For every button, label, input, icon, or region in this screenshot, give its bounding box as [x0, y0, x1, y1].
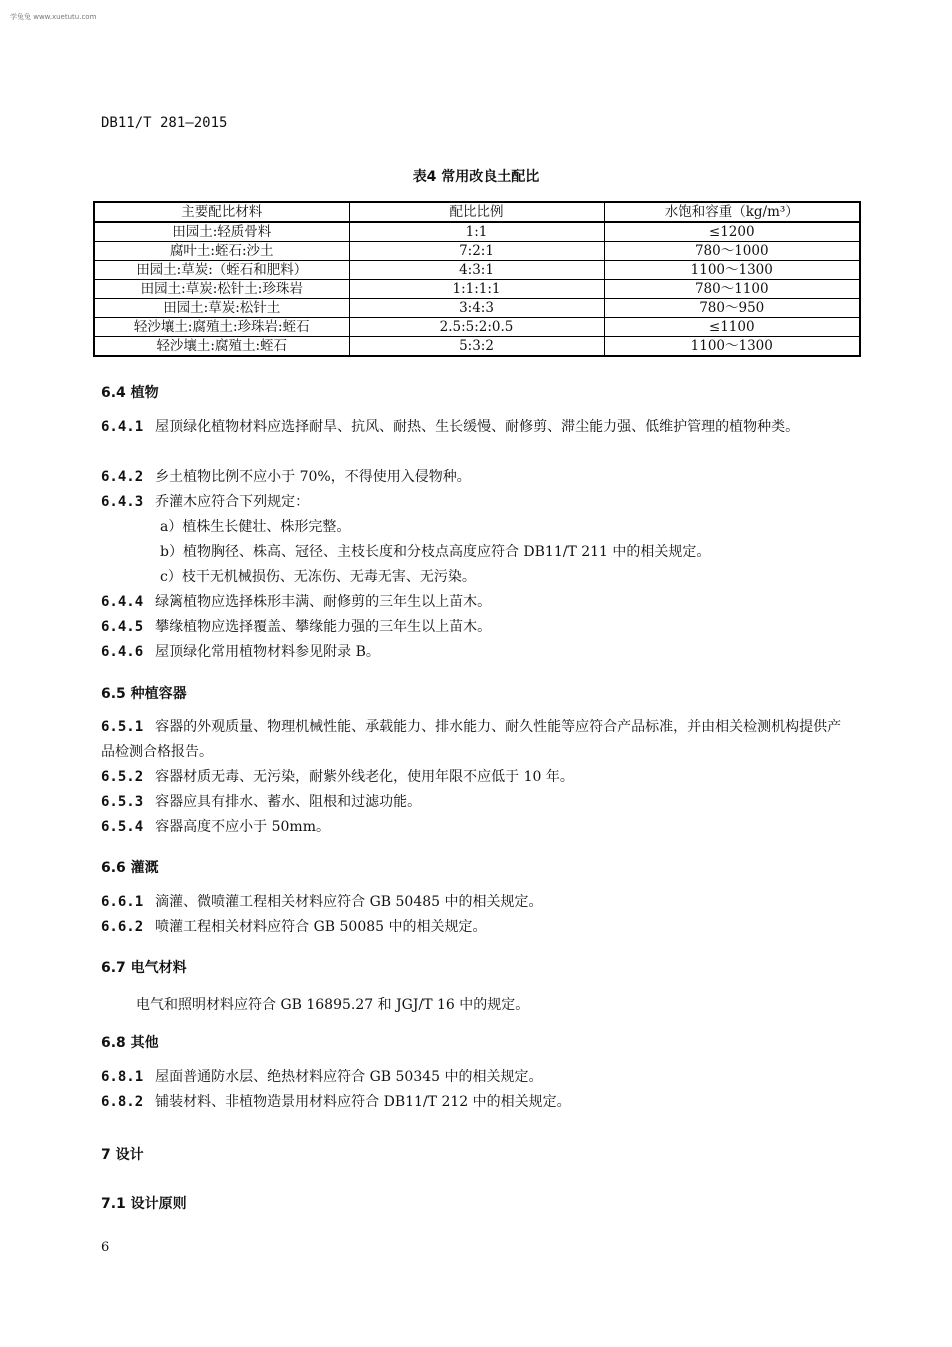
table-cell: 田园土:草炭:（蛭石和肥料） [94, 261, 349, 280]
clause-6-7-text: 电气和照明材料应符合 GB 16895.27 和 JGJ/T 16 中的规定。 [136, 997, 530, 1013]
clause-6-8-2 [101, 1090, 853, 1115]
table-cell: 腐叶土:蛭石:沙土 [94, 242, 349, 261]
clause-6-4-6 [101, 640, 853, 665]
clause-6-4-2 [101, 465, 853, 490]
clause-6-4-4 [101, 590, 853, 615]
header-cell: 主要配比材料 [94, 202, 349, 222]
clause-number: 6.5.3 [101, 794, 144, 810]
clause-number: 6.5.2 [101, 769, 144, 785]
clause-text: 容器材质无毒、无污染，耐紫外线老化，使用年限不应低于 10 年。 [155, 769, 574, 785]
table-row [94, 299, 860, 318]
clause-6-5-4 [101, 815, 853, 840]
table-cell: ≤1200 [604, 222, 860, 242]
table-cell: 1:1 [349, 222, 604, 242]
clause-number: 6.5.1 [101, 719, 144, 735]
page-number: 6 [101, 1240, 110, 1255]
section-heading-6-7: 6.7 电气材料 [101, 960, 187, 976]
clause-number: 6.4.1 [101, 419, 144, 435]
table-row [94, 222, 860, 242]
clause-number: 6.8.1 [101, 1069, 144, 1085]
clause-number: 6.4.2 [101, 469, 144, 485]
list-item-b: b）植物胸径、株高、冠径、主枝长度和分枝点高度应符合 DB11/T 211 中的相关规定。 [160, 544, 711, 560]
table-row [94, 337, 860, 357]
table-cell: 田园土:轻质骨料 [94, 222, 349, 242]
clause-text: 屋顶绿化植物材料应选择耐旱、抗风、耐热、生长缓慢、耐修剪、滞尘能力强、低维护管理的植物种类。 [155, 419, 800, 435]
table-title: 表4 常用改良土配比 [412, 169, 540, 185]
clause-number: 6.4.4 [101, 594, 144, 610]
table-cell: 轻沙壤土:腐殖土:蛭石 [94, 337, 349, 357]
clause-number: 6.6.1 [101, 894, 144, 910]
table-cell: ≤1100 [604, 318, 860, 337]
list-item-a: a）植株生长健壮、株形完整。 [160, 519, 351, 535]
clause-number: 6.6.2 [101, 919, 144, 935]
clause-6-8-1 [101, 1065, 853, 1090]
list-item-c: c）枝干无机械损伤、无冻伤、无毒无害、无污染。 [160, 569, 476, 585]
clause-number: 6.4.6 [101, 644, 144, 660]
clause-text: 屋面普通防水层、绝热材料应符合 GB 50345 中的相关规定。 [155, 1069, 543, 1085]
clause-text: 滴灌、微喷灌工程相关材料应符合 GB 50485 中的相关规定。 [155, 894, 543, 910]
soil-mix-table [93, 201, 861, 357]
table-cell: 2.5:5:2:0.5 [349, 318, 604, 337]
clause-6-5-2 [101, 765, 853, 790]
section-heading-6-8: 6.8 其他 [101, 1035, 159, 1051]
clause-text: 乡土植物比例不应小于 70%，不得使用入侵物种。 [155, 469, 471, 485]
clause-text: 攀缘植物应选择覆盖、攀缘能力强的三年生以上苗木。 [155, 619, 492, 635]
clause-text: 容器应具有排水、蓄水、阻根和过滤功能。 [155, 794, 422, 810]
document-code: DB11/T 281—2015 [101, 115, 228, 131]
section-heading-6-5: 6.5 种植容器 [101, 686, 187, 702]
clause-6-6-2 [101, 915, 853, 940]
clause-6-5-1 [101, 715, 853, 765]
table-cell: 田园土:草炭:松针土:珍珠岩 [94, 280, 349, 299]
clause-text: 铺装材料、非植物造景用材料应符合 DB11/T 212 中的相关规定。 [155, 1094, 571, 1110]
table-row [94, 280, 860, 299]
clause-text: 屋顶绿化常用植物材料参见附录 B。 [155, 644, 380, 660]
table-cell: 7:2:1 [349, 242, 604, 261]
clause-6-6-1 [101, 890, 853, 915]
clause-6-4-5 [101, 615, 853, 640]
clause-text: 容器高度不应小于 50mm。 [155, 819, 330, 835]
table-row [94, 318, 860, 337]
clause-number: 6.4.3 [101, 494, 144, 510]
table-cell: 1100～1300 [604, 337, 860, 357]
table-header-row [94, 202, 860, 222]
section-heading-6-4: 6.4 植物 [101, 385, 159, 401]
clause-6-4-3 [101, 490, 853, 515]
clause-text: 绿篱植物应选择株形丰满、耐修剪的三年生以上苗木。 [155, 594, 492, 610]
table-cell: 轻沙壤土:腐殖土:珍珠岩:蛭石 [94, 318, 349, 337]
table-cell: 1100～1300 [604, 261, 860, 280]
chapter-heading-7: 7 设计 [101, 1147, 144, 1163]
clause-6-4-1 [101, 415, 853, 440]
clause-6-5-3 [101, 790, 853, 815]
table-cell: 780～1100 [604, 280, 860, 299]
table-row [94, 261, 860, 280]
watermark: 学兔兔 www.xuetutu.com [10, 13, 97, 21]
clause-number: 6.5.4 [101, 819, 144, 835]
header-cell: 配比比例 [349, 202, 604, 222]
clause-number: 6.8.2 [101, 1094, 144, 1110]
table-cell: 3:4:3 [349, 299, 604, 318]
table-cell: 1:1:1:1 [349, 280, 604, 299]
table-cell: 4:3:1 [349, 261, 604, 280]
section-heading-6-6: 6.6 灌溉 [101, 860, 159, 876]
table-cell: 780～950 [604, 299, 860, 318]
section-heading-7-1: 7.1 设计原则 [101, 1196, 187, 1212]
clause-text: 乔灌木应符合下列规定： [155, 494, 310, 510]
clause-number: 6.4.5 [101, 619, 144, 635]
clause-text: 容器的外观质量、物理机械性能、承载能力、排水能力、耐久性能等应符合产品标准，并由相关检测机构提供产品检测合格报告。 [101, 719, 842, 760]
clause-text: 喷灌工程相关材料应符合 GB 50085 中的相关规定。 [155, 919, 487, 935]
table-row [94, 242, 860, 261]
table-cell: 5:3:2 [349, 337, 604, 357]
table-cell: 780～1000 [604, 242, 860, 261]
header-cell: 水饱和容重（kg/m³） [604, 202, 860, 222]
table-cell: 田园土:草炭:松针土 [94, 299, 349, 318]
